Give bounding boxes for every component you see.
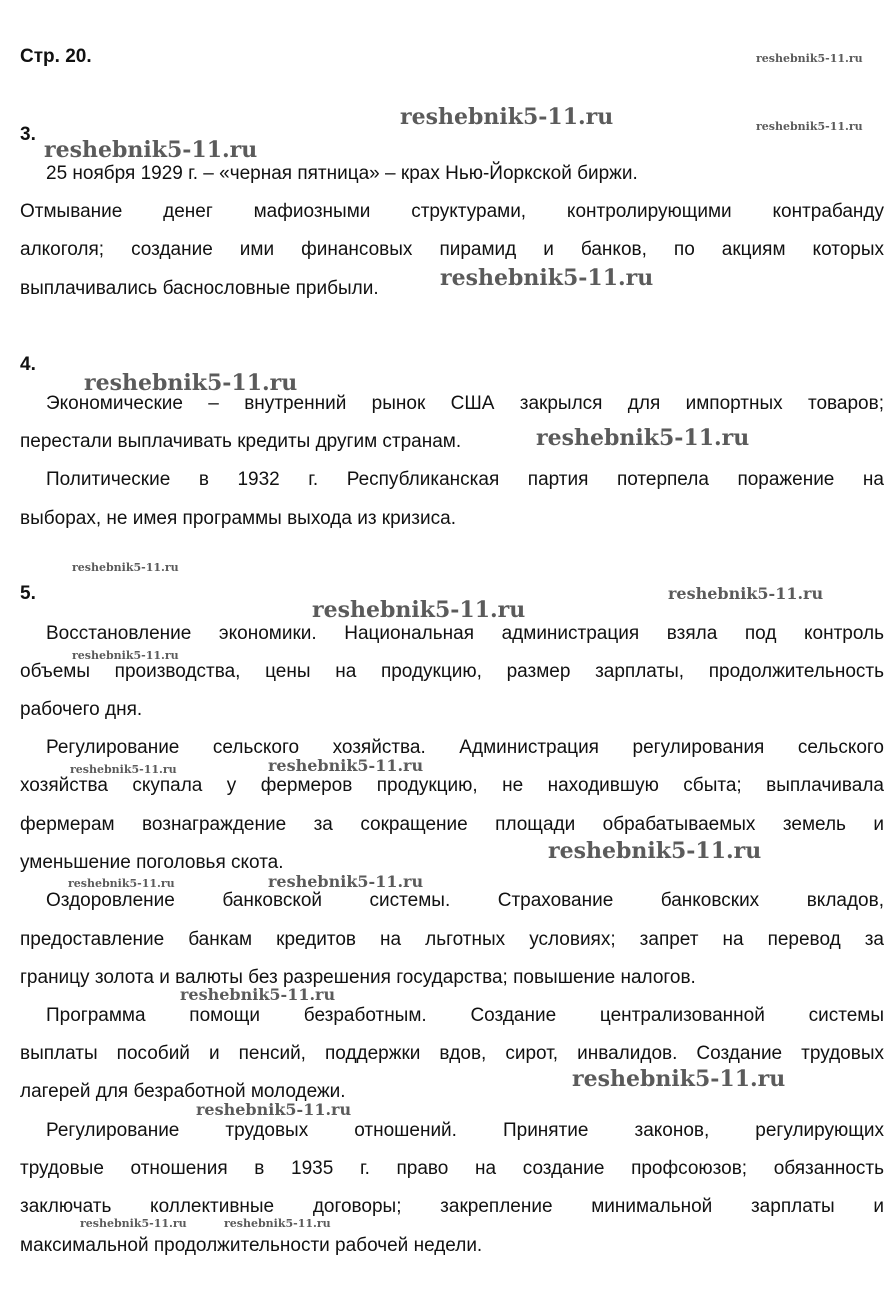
watermark: reshebnik5-11.ru (70, 763, 177, 776)
section-number-5: 5. (20, 583, 36, 604)
watermark: reshebnik5-11.ru (180, 985, 336, 1004)
watermark: reshebnik5-11.ru (268, 756, 424, 775)
watermark: reshebnik5-11.ru (268, 872, 424, 891)
section-4-line-4: выборах, не имея программы выхода из кризиса. (20, 508, 456, 529)
section-5-line-17: максимальной продолжительности рабочей недели. (20, 1235, 483, 1256)
watermark: reshebnik5-11.ru (440, 265, 654, 291)
page-label: Стр. 20. (20, 46, 92, 67)
watermark: reshebnik5-11.ru (44, 137, 258, 163)
section-5-line-16: заключать коллективные договоры; закрепление минимальной зарплаты и (20, 1196, 884, 1217)
watermark: reshebnik5-11.ru (72, 561, 179, 574)
watermark: reshebnik5-11.ru (224, 1217, 331, 1230)
section-4-line-2: перестали выплачивать кредиты другим странам. (20, 431, 462, 452)
watermark: reshebnik5-11.ru (548, 838, 762, 864)
section-5-line-15: трудовые отношения в 1935 г. право на создание профсоюзов; обязанность (20, 1158, 884, 1179)
section-5-line-12: выплаты пособий и пенсий, поддержки вдов, сирот, инвалидов. Создание трудовых (20, 1043, 884, 1064)
section-3-line-2: Отмывание денег мафиозными структурами, контролирующими контрабанду (20, 201, 884, 222)
watermark: reshebnik5-11.ru (312, 597, 526, 623)
section-3-line-1: 25 ноября 1929 г. – «черная пятница» – крах Нью-Йоркской биржи. (46, 163, 638, 184)
section-5-line-7: уменьшение поголовья скота. (20, 852, 284, 873)
section-5-line-8: Оздоровление банковской системы. Страхование банковских вкладов, (46, 890, 884, 911)
watermark: reshebnik5-11.ru (196, 1100, 352, 1119)
section-number-4: 4. (20, 354, 36, 375)
section-5-line-9: предоставление банкам кредитов на льготных условиях; запрет на перевод за (20, 929, 884, 950)
section-number-3: 3. (20, 124, 36, 145)
section-5-line-2: объемы производства, цены на продукцию, размер зарплаты, продолжительность (20, 661, 884, 682)
section-5-line-4: Регулирование сельского хозяйства. Администрация регулирования сельского (46, 737, 884, 758)
section-4-line-3: Политические в 1932 г. Республиканская партия потерпела поражение на (46, 469, 884, 490)
section-5-line-13: лагерей для безработной молодежи. (20, 1081, 346, 1102)
watermark: reshebnik5-11.ru (572, 1066, 786, 1092)
watermark: reshebnik5-11.ru (668, 584, 824, 603)
section-3-line-3: алкоголя; создание ими финансовых пирамид и банков, по акциям которых (20, 239, 884, 260)
watermark: reshebnik5-11.ru (536, 425, 750, 451)
watermark: reshebnik5-11.ru (400, 104, 614, 130)
watermark: reshebnik5-11.ru (756, 52, 863, 65)
section-3-line-4: выплачивались баснословные прибыли. (20, 278, 379, 299)
section-5-line-10: границу золота и валюты без разрешения государства; повышение налогов. (20, 967, 696, 988)
watermark: reshebnik5-11.ru (80, 1217, 187, 1230)
section-4-line-1: Экономические – внутренний рынок США закрылся для импортных товаров; (46, 393, 884, 414)
section-5-line-6: фермерам вознаграждение за сокращение площади обрабатываемых земель и (20, 814, 884, 835)
section-5-line-14: Регулирование трудовых отношений. Принятие законов, регулирующих (46, 1120, 884, 1141)
watermark: reshebnik5-11.ru (68, 877, 175, 890)
watermark: reshebnik5-11.ru (84, 370, 298, 396)
section-5-line-11: Программа помощи безработным. Создание централизованной системы (46, 1005, 884, 1026)
section-5-line-1: Восстановление экономики. Национальная администрация взяла под контроль (46, 623, 884, 644)
watermark: reshebnik5-11.ru (72, 649, 179, 662)
watermark: reshebnik5-11.ru (756, 120, 863, 133)
section-5-line-5: хозяйства скупала у фермеров продукцию, не находившую сбыта; выплачивала (20, 775, 884, 796)
section-5-line-3: рабочего дня. (20, 699, 143, 720)
